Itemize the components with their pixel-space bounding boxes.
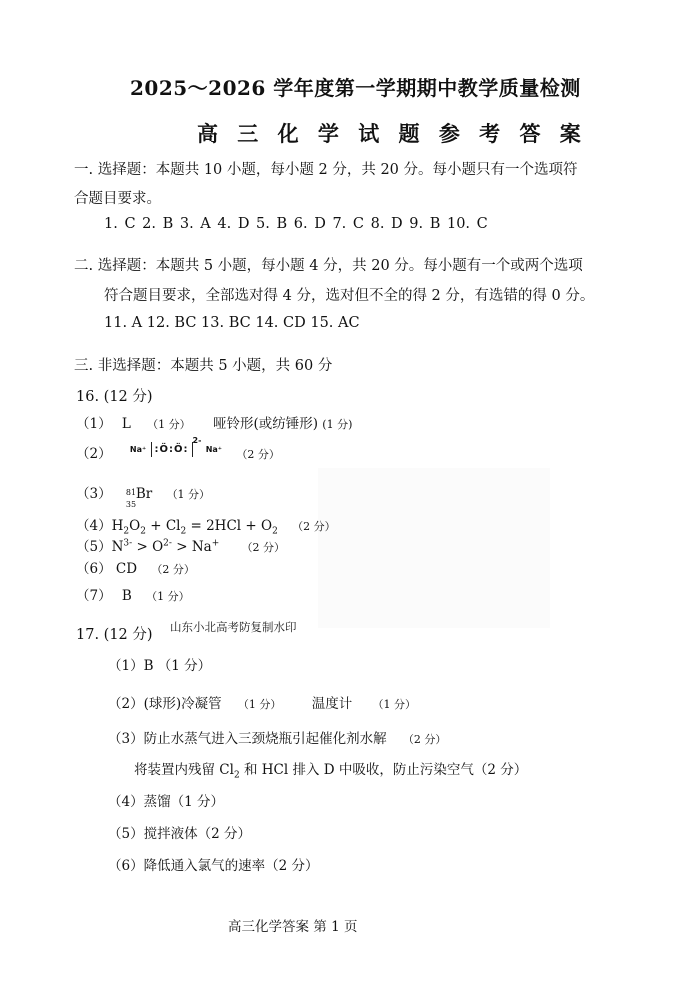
answer: 哑铃形(或纺锤形) [212, 416, 318, 432]
ion: > O [132, 539, 164, 555]
score: （1 分） [372, 698, 417, 711]
charge: 2- [163, 538, 172, 549]
answer: （2）(球形)冷凝管 [108, 696, 222, 712]
q17-part4: （4）蒸馏（1 分） [108, 794, 224, 810]
q17-part3-line1 [108, 727, 446, 747]
element-symbol: Br [135, 486, 153, 502]
score: （2 分） [236, 448, 280, 461]
mass-number: 81 [125, 488, 137, 497]
section2-answers: 11. A 12. BC 13. BC 14. CD 15. AC [104, 315, 360, 331]
charge: 3- [123, 538, 133, 549]
atomic-number: 35 [125, 500, 137, 509]
q16-part6 [76, 557, 195, 577]
answer: （3）防止水蒸气进入三颈烧瓶引起催化剂水解 [108, 731, 387, 747]
q16-part4: $(4)H_2O_2 + Cl_2 = 2HCl + O_2$ （2 分） [76, 518, 336, 537]
part-label: （7） [76, 588, 112, 604]
score: （2 分） [292, 520, 336, 533]
ion: N [111, 539, 124, 555]
q17-part1: （1）B （1 分） [108, 658, 212, 674]
score: （2 分） [402, 733, 447, 746]
section1-intro-line2: 合题目要求。 [74, 191, 161, 207]
charge: + [211, 538, 220, 549]
answer: 将装置内残留 Cl [134, 762, 234, 778]
sodium-ion-right: Na⁺ [205, 445, 223, 454]
q17-part2 [108, 692, 416, 712]
q16-part5 [76, 535, 285, 555]
equation-part: H [111, 518, 124, 534]
answer: L [121, 416, 131, 432]
answer: B [121, 588, 132, 604]
equation-part: O [129, 518, 141, 534]
equation-part: = 2HCl + O [186, 518, 273, 534]
scan-shadow [318, 468, 550, 628]
q16-part1 [76, 412, 352, 432]
section1-answers: 1. C 2. B 3. A 4. D 5. B 6. D 7. C 8. D 9. B 10. C [104, 216, 488, 232]
section3-intro: 三. 非选择题：本题共 5 小题，共 60 分 [74, 358, 333, 374]
answer: 和 HCl 排入 D 中吸收，防止污染空气（2 分） [239, 762, 528, 778]
q16-heading: 16. (12 分) [76, 389, 153, 405]
part-label: （3） [76, 486, 112, 502]
peroxide-lewis-structure: :Ö:Ö: [151, 442, 193, 457]
q16-part7 [76, 584, 190, 604]
ion: > Na [171, 539, 212, 555]
q17-part3-line2: 将装置内残留 $Cl_2$ 和 HCl 排入 D 中吸收，防止污染空气（2 分） [134, 762, 528, 781]
answer: 温度计 [311, 696, 353, 712]
q16-part3 [76, 482, 211, 509]
part-label: （2） [76, 446, 112, 462]
q17-part5: （5）搅拌液体（2 分） [108, 826, 251, 842]
score: （1 分） [147, 418, 191, 431]
document-subtitle: 高 三 化 学 试 题 参 考 答 案 [197, 122, 587, 146]
score: （2 分） [241, 541, 286, 554]
part-label: （1） [76, 416, 112, 432]
section1-intro-line1: 一. 选择题：本题共 10 小题，每小题 2 分，共 20 分。每小题只有一个选项符 [74, 162, 578, 178]
page-footer: 高三化学答案 第 1 页 [228, 919, 358, 935]
part-label: （4） [76, 518, 112, 534]
peroxide-charge: 2- [192, 435, 202, 445]
score: （1 分） [166, 488, 211, 501]
score: （2 分） [151, 563, 195, 576]
part-label: （6） [76, 561, 112, 577]
score: (1 分) [322, 418, 353, 431]
answer: CD [115, 561, 138, 577]
sodium-ion-left: Na⁺ [129, 445, 147, 454]
q17-heading: 17. (12 分) [76, 627, 153, 643]
q17-part6: （6）降低通入氯气的速率（2 分） [108, 858, 319, 874]
document-title: 2025～2026 学年度第一学期期中教学质量检测 [130, 76, 581, 100]
equation-part: + Cl [145, 518, 181, 534]
score: （1 分） [146, 590, 190, 603]
section2-intro-line1: 二. 选择题：本题共 5 小题，每小题 4 分，共 20 分。每小题有一个或两个选项 [74, 258, 583, 274]
section2-intro-line2: 符合题目要求，全部选对得 4 分，选对但不全的得 2 分，有选错的得 0 分。 [104, 288, 595, 304]
score: （1 分） [237, 698, 282, 711]
q16-part2 [76, 435, 280, 463]
watermark-text: 山东小北高考防复制水印 [170, 620, 297, 634]
part-label: （5） [76, 539, 112, 555]
